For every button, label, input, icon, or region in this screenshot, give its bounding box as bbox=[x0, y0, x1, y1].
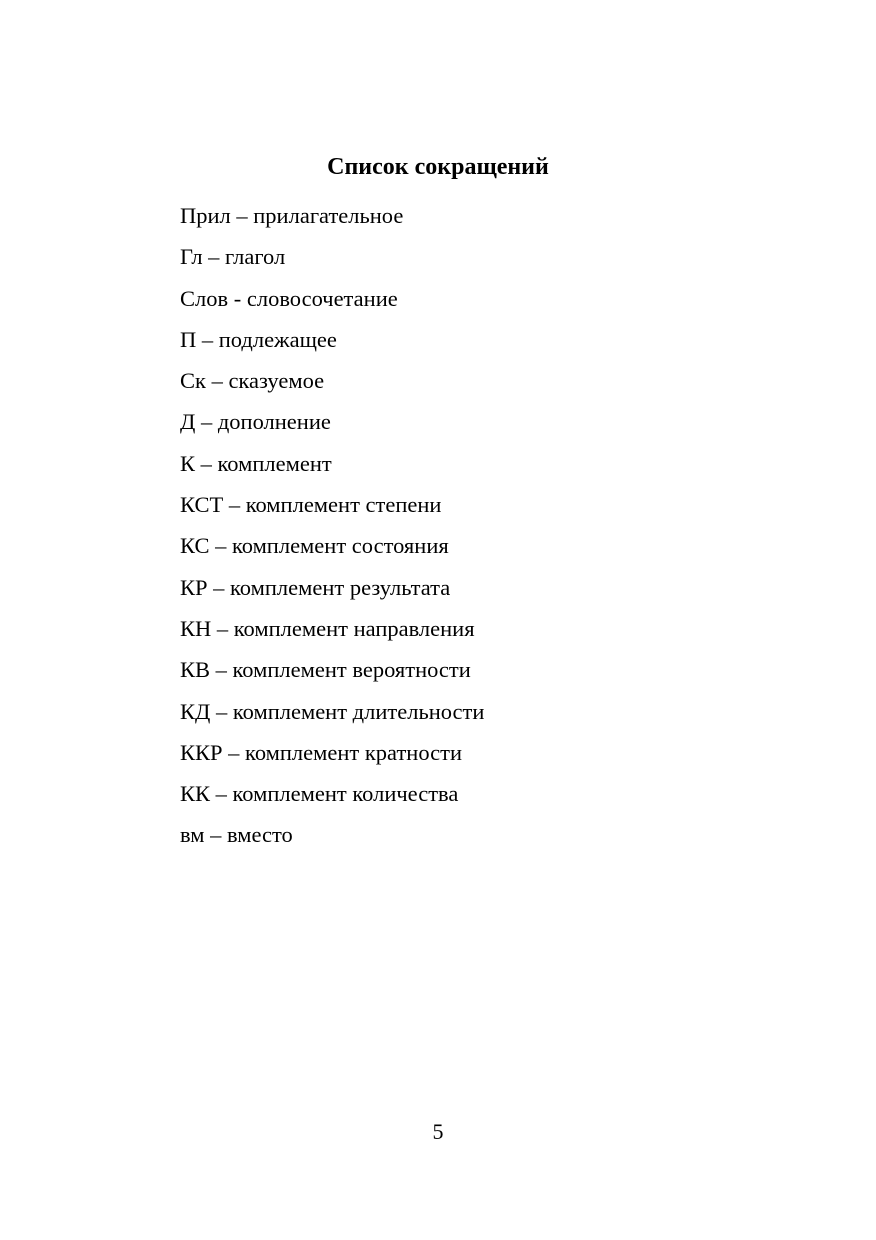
abbreviation-item: КСТ – комплемент степени bbox=[180, 492, 442, 518]
abbreviation-item: Д – дополнение bbox=[180, 409, 331, 435]
abbreviation-item: КН – комплемент направления bbox=[180, 615, 475, 641]
abbreviation-item: П – подлежащее bbox=[180, 326, 337, 352]
abbreviation-item: Прил – прилагательное bbox=[180, 203, 404, 228]
abbreviation-item: КВ – комплемент вероятности bbox=[180, 657, 471, 683]
abbreviation-item: КР – комплемент результата bbox=[180, 574, 451, 600]
abbreviation-item: ККР – комплемент кратности bbox=[180, 739, 462, 765]
abbreviation-item: КК – комплемент количества bbox=[180, 781, 459, 807]
abbreviation-item: К – комплемент bbox=[180, 450, 332, 476]
abbreviation-item: Ск – сказуемое bbox=[180, 368, 325, 394]
abbreviation-item: КС – комплемент состояния bbox=[180, 533, 449, 559]
page-number: 5 bbox=[432, 1119, 444, 1144]
page-title: Список сокращений bbox=[327, 154, 549, 180]
abbreviation-item: вм – вместо bbox=[180, 822, 293, 848]
abbreviation-item: Слов - словосочетание bbox=[180, 285, 398, 311]
abbreviation-item: Гл – глагол bbox=[180, 244, 286, 270]
abbreviation-item: КД – комплемент длительности bbox=[180, 698, 485, 724]
abbreviation-list bbox=[180, 199, 484, 860]
